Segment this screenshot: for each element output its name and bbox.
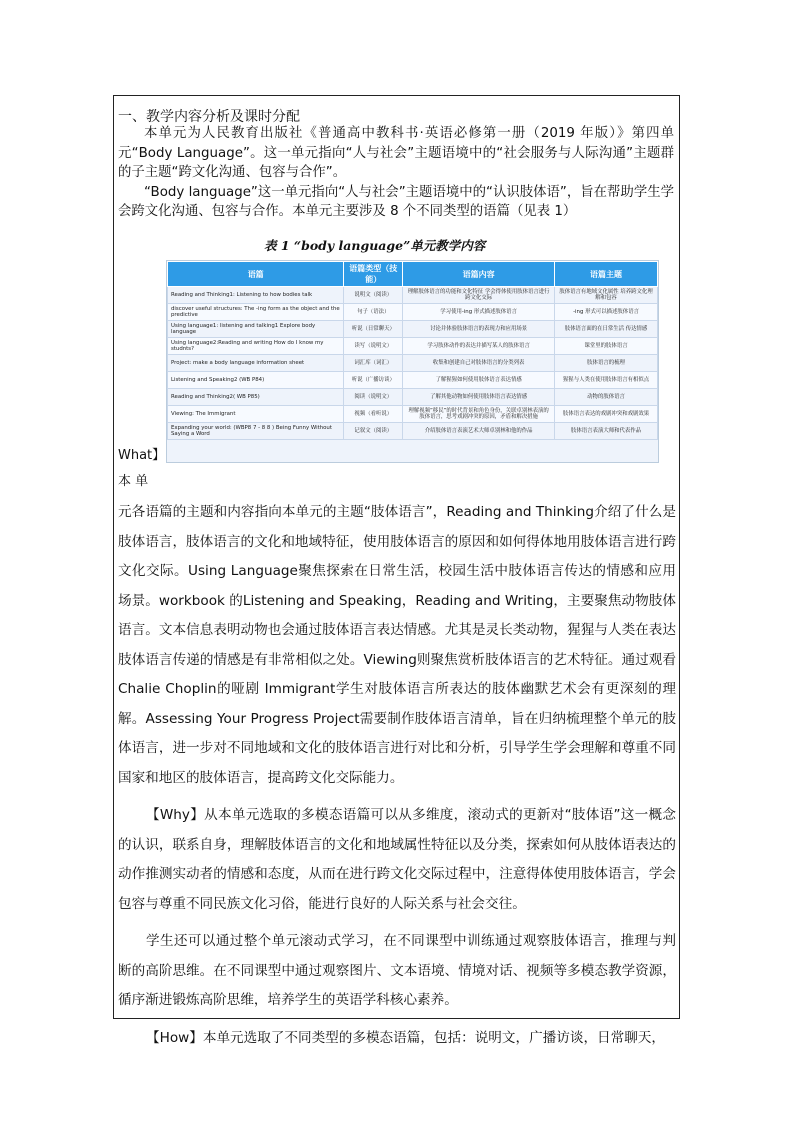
- table-cell: 猩猩与人类在使用肢体语言有相似点: [555, 372, 658, 389]
- table-cell: Listening and Speaking2 (WB P84): [168, 372, 344, 389]
- table-cell: 肢体语言表演大师和代表作品: [555, 423, 658, 440]
- table-cell: Reading and Thinking2( WB P85): [168, 389, 344, 406]
- table-cell: 听说（广播访谈）: [344, 372, 403, 389]
- table-cell: 肢体语言有地域文化属性 培养跨文化理解和包容: [555, 287, 658, 304]
- table-row: [168, 423, 658, 440]
- table-cell: 读写（说明文）: [344, 338, 403, 355]
- table-cell: Using language1: listening and talking1 Explore body language: [168, 321, 344, 338]
- table-cell: -ing 形式可以描述肢体语言: [555, 304, 658, 321]
- table-cell: 阅读（说明文）: [344, 389, 403, 406]
- table-row: [168, 355, 658, 372]
- table-cell: 收集和创建自己对肢体语言的分类列表: [403, 355, 555, 372]
- ben-label: 本 单: [118, 474, 149, 489]
- body-paragraph-what: 元各语篇的主题和内容指向本单元的主题“肢体语言”，Reading and Thinking介绍了什么是肢体语言，肢体语言的文化和地域特征，使用肢体语言的原因和如何得体地用肢体语言进行跨文化交际。Using Language聚焦探索在日常生活，校园生活中肢体语言传达的情感和应用场景。workbook 的Listening and Speaking，Reading and Writing，主要聚焦动物肢体语言。文本信息表明动物也会通过肢体语言表达情感。尤其是灵长类动物，猩猩与人类在表达肢体语言传递的情感是有非常相似之处。Viewing则聚焦赏析肢体语言的艺术特征。通过观看 Chalie Choplin的哑剧 Immigrant学生对肢体语言所表达的肢体幽默艺术会有更深刻的理解。Assessing Your Progress Project需要制作肢体语言清单，旨在归纳梳理整个单元的肢体语言，进一步对不同地域和文化的肢体语言进行对比和分析，引导学生学会理解和尊重不同国家和地区的肢体语言，提高跨文化交际能力。: [118, 504, 676, 786]
- table-row: [168, 372, 658, 389]
- intro-text: [118, 124, 674, 222]
- what-label: What】: [118, 448, 166, 463]
- table-header: 语篇主题: [555, 262, 658, 287]
- table-header: 语篇内容: [403, 262, 555, 287]
- table-cell: Using language2:Reading and writing How do I know my studnts?: [168, 338, 344, 355]
- table-cell: 介绍肢体语言表演艺术大师卓别林和他的作品: [403, 423, 555, 440]
- table-header: 语篇: [168, 262, 344, 287]
- body-paragraph-how: 【How】本单元选取了不同类型的多模态语篇，包括：说明文，广播访谈，日常聊天，: [146, 1029, 666, 1046]
- table-cell: Viewing: The Immigrant: [168, 406, 344, 423]
- table-cell: 课堂里的肢体语言: [555, 338, 658, 355]
- table-cell: 肢体语言的梳理: [555, 355, 658, 372]
- table-cell: Project: make a body language information sheet: [168, 355, 344, 372]
- table-row: [168, 304, 658, 321]
- table-cell: 了解猩猩如何使用肢体语言表达情感: [403, 372, 555, 389]
- table-cell: 学习肢体动作的表达并描写某人的肢体语言: [403, 338, 555, 355]
- table-cell: 动物的肢体语言: [555, 389, 658, 406]
- table-cell: 理解视频”移民”的时代背景和角色身份，关联卓别林表演的肢体语言，思考戏剧冲突的原因，矛盾和解决措施: [403, 406, 555, 423]
- body-paragraph-thinking: 学生还可以通过整个单元滚动式学习，在不同课型中训练通过观察肢体语言，推理与判断的高阶思维。在不同课型中通过观察图片、文本语境、情境对话、视频等多模态教学资源，循序渐进锻炼高阶思维，培养学生的英语学科核心素养。: [118, 933, 676, 1008]
- content-table: [167, 261, 658, 440]
- body-text: [118, 498, 676, 1061]
- intro-paragraph-2: “Body language”这一单元指向“人与社会”主题语境中的“认识肢体语”，旨在帮助学生学会跨文化沟通、包容与合作。本单元主要涉及 8 个不同类型的语篇（见表 1）: [118, 184, 674, 219]
- table-cell: Reading and Thinking1: Listening to how bodies talk: [168, 287, 344, 304]
- intro-paragraph-1: 本单元为人民教育出版社《普通高中教科书·英语必修第一册（2019 年版）》第四单元“Body Language”。这一单元指向“人与社会”主题语境中的“社会服务与人际沟通”主题群的子主题“跨文化沟通、包容与合作”。: [118, 126, 674, 180]
- table-cell: 学习使用-ing 形式描述肢体语言: [403, 304, 555, 321]
- table-cell: 听说（日常聊天）: [344, 321, 403, 338]
- table-cell: discover useful structures: The -ing form as the object and the predictive: [168, 304, 344, 321]
- content-table-image: [166, 260, 659, 463]
- table-row: [168, 321, 658, 338]
- table-cell: 肢体语言表达的戏剧冲突和戏剧效果: [555, 406, 658, 423]
- table-row: [168, 287, 658, 304]
- table-cell: 理解肢体语言的功能和文化特征 学会得体使用肢体语言进行跨文化交际: [403, 287, 555, 304]
- table-cell: 肢体语言面的在日常生活 传达情感: [555, 321, 658, 338]
- table-row: [168, 406, 658, 423]
- table-cell: 句子（语法）: [344, 304, 403, 321]
- table-row: [168, 338, 658, 355]
- document-frame: [113, 95, 680, 1046]
- body-paragraph-why: 【Why】从本单元选取的多模态语篇可以从多维度，滚动式的更新对“肢体语”这一概念的认识，联系自身，理解肢体语言的文化和地域属性特征以及分类，探索如何从肢体语表达的动作推测实动者的情感和态度，从而在进行跨文化交际过程中，注意得体使用肢体语言，学会包容与尊重不同民族文化习俗，能进行良好的人际关系与社会交往。: [118, 807, 676, 912]
- section-heading: 一、教学内容分析及课时分配: [118, 109, 300, 125]
- table-cell: 了解其他动物如何使用肢体语言表达情感: [403, 389, 555, 406]
- table-cell: 讨论并体验肢体语言的表现力和应用场景: [403, 321, 555, 338]
- table-header: 语篇类型（技能）: [344, 262, 403, 287]
- table-caption: 表 1 “body language”单元教学内容: [264, 238, 486, 253]
- table-cell: Expanding your world: (WBP8 7 - 8 8 ) Being Funny Without Saying a Word: [168, 423, 344, 440]
- table-cell: 记叙文（阅读）: [344, 423, 403, 440]
- table-cell: 说明文（阅读）: [344, 287, 403, 304]
- table-cell: 视频（看听说）: [344, 406, 403, 423]
- table-row: [168, 389, 658, 406]
- table-cell: 词汇库（词汇）: [344, 355, 403, 372]
